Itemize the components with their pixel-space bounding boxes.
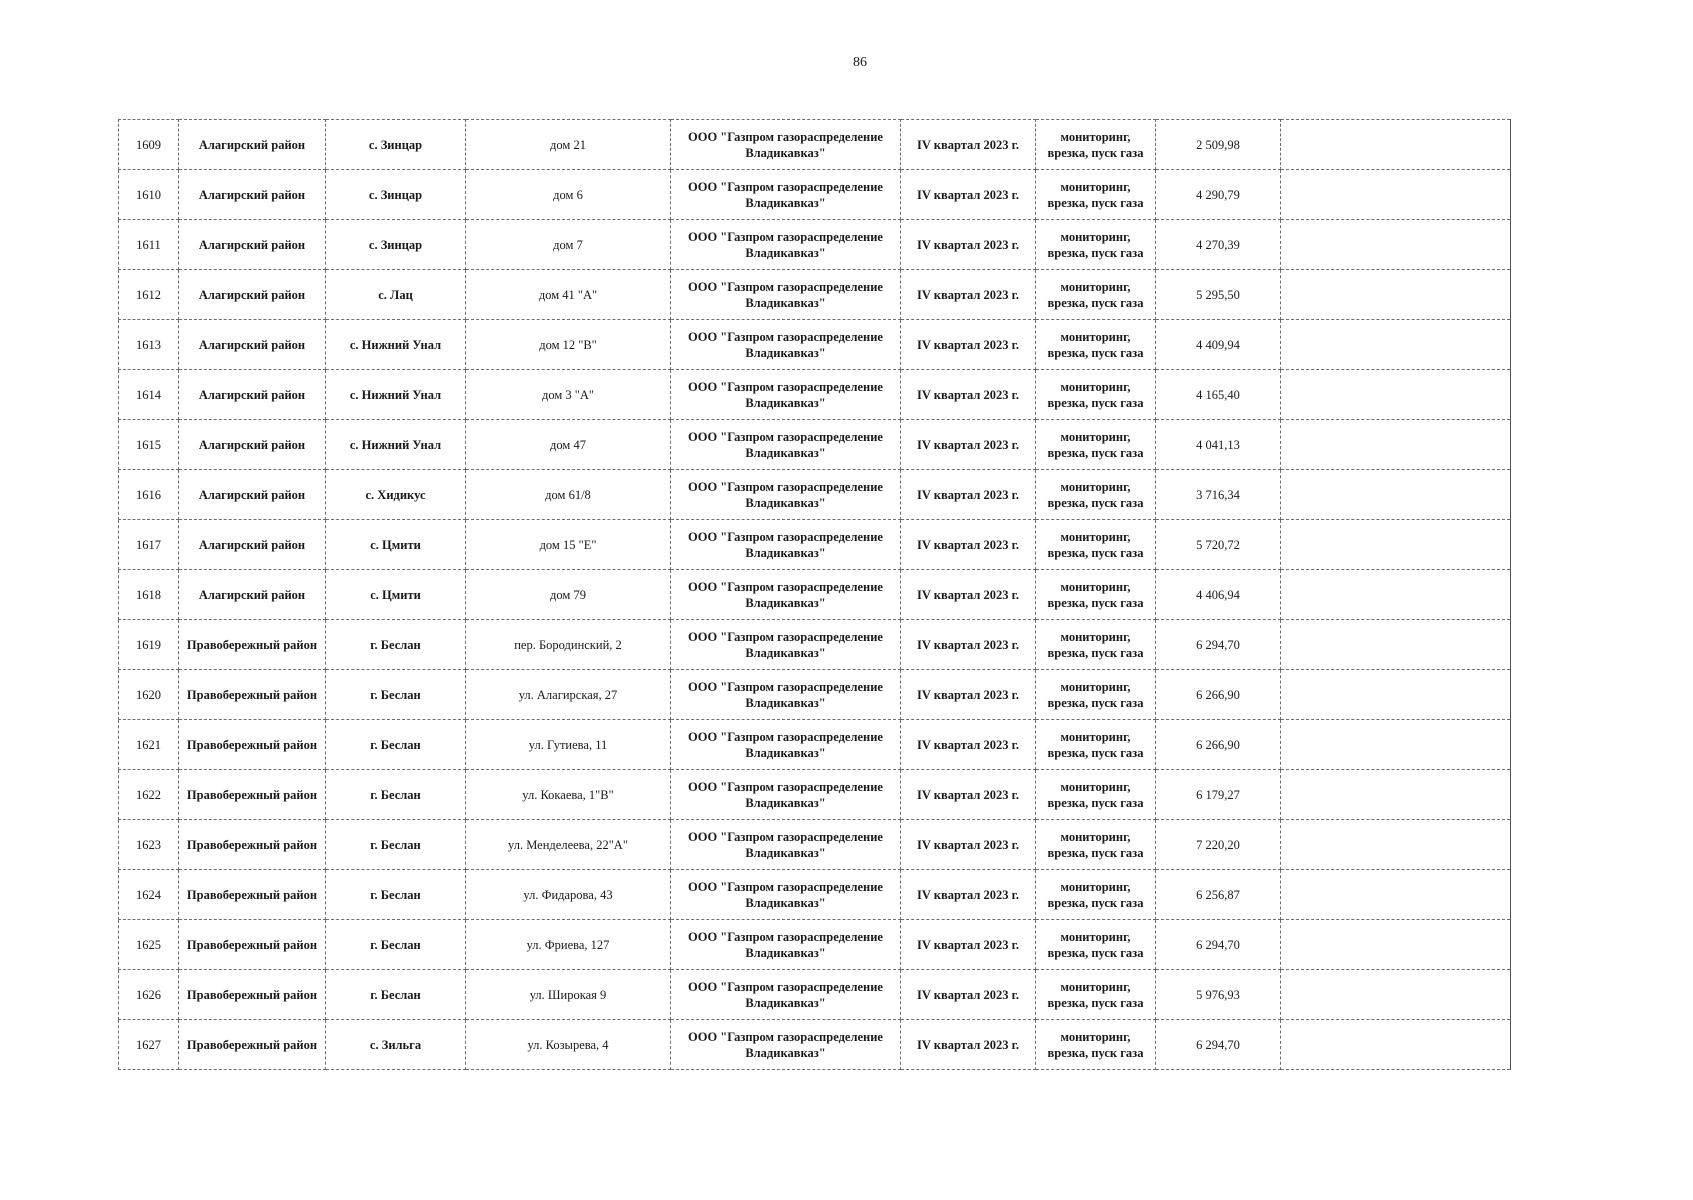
empty-cell (1281, 570, 1511, 620)
address-cell: дом 6 (466, 170, 671, 220)
settlement-cell: г. Беслан (326, 820, 466, 870)
district-cell: Алагирский район (179, 220, 326, 270)
work-type-cell: мониторинг, врезка, пуск газа (1036, 470, 1156, 520)
table-row (119, 920, 1511, 970)
settlement-cell: г. Беслан (326, 870, 466, 920)
work-type-cell: мониторинг, врезка, пуск газа (1036, 720, 1156, 770)
district-cell: Правобережный район (179, 770, 326, 820)
amount-cell: 6 266,90 (1156, 670, 1281, 720)
row-number: 1613 (119, 320, 179, 370)
row-number: 1611 (119, 220, 179, 270)
table-row (119, 970, 1511, 1020)
row-number: 1623 (119, 820, 179, 870)
district-cell: Алагирский район (179, 420, 326, 470)
settlement-cell: г. Беслан (326, 620, 466, 670)
organization-cell: ООО "Газпром газораспределение Владикавказ" (671, 520, 901, 570)
work-type-cell: мониторинг, врезка, пуск газа (1036, 120, 1156, 170)
district-cell: Алагирский район (179, 570, 326, 620)
period-cell: IV квартал 2023 г. (901, 970, 1036, 1020)
settlement-cell: с. Цмити (326, 520, 466, 570)
settlement-cell: с. Нижний Унал (326, 370, 466, 420)
address-cell: ул. Фриева, 127 (466, 920, 671, 970)
row-number: 1616 (119, 470, 179, 520)
address-cell: ул. Менделеева, 22"А" (466, 820, 671, 870)
district-cell: Правобережный район (179, 870, 326, 920)
settlement-cell: с. Нижний Унал (326, 320, 466, 370)
empty-cell (1281, 220, 1511, 270)
address-cell: дом 7 (466, 220, 671, 270)
table-row (119, 270, 1511, 320)
work-type-cell: мониторинг, врезка, пуск газа (1036, 620, 1156, 670)
amount-cell: 4 270,39 (1156, 220, 1281, 270)
period-cell: IV квартал 2023 г. (901, 870, 1036, 920)
empty-cell (1281, 270, 1511, 320)
organization-cell: ООО "Газпром газораспределение Владикавказ" (671, 1020, 901, 1070)
district-cell: Алагирский район (179, 520, 326, 570)
period-cell: IV квартал 2023 г. (901, 170, 1036, 220)
period-cell: IV квартал 2023 г. (901, 1020, 1036, 1070)
amount-cell: 5 720,72 (1156, 520, 1281, 570)
settlement-cell: с. Хидикус (326, 470, 466, 520)
organization-cell: ООО "Газпром газораспределение Владикавказ" (671, 320, 901, 370)
row-number: 1614 (119, 370, 179, 420)
organization-cell: ООО "Газпром газораспределение Владикавказ" (671, 670, 901, 720)
table-row (119, 120, 1511, 170)
amount-cell: 6 294,70 (1156, 920, 1281, 970)
empty-cell (1281, 920, 1511, 970)
empty-cell (1281, 320, 1511, 370)
address-cell: ул. Широкая 9 (466, 970, 671, 1020)
district-cell: Правобережный район (179, 670, 326, 720)
row-number: 1622 (119, 770, 179, 820)
period-cell: IV квартал 2023 г. (901, 420, 1036, 470)
table-row (119, 220, 1511, 270)
address-cell: дом 3 "А" (466, 370, 671, 420)
row-number: 1610 (119, 170, 179, 220)
empty-cell (1281, 620, 1511, 670)
address-cell: дом 47 (466, 420, 671, 470)
amount-cell: 5 295,50 (1156, 270, 1281, 320)
period-cell: IV квартал 2023 г. (901, 270, 1036, 320)
table-row (119, 670, 1511, 720)
address-cell: ул. Кокаева, 1"В" (466, 770, 671, 820)
work-type-cell: мониторинг, врезка, пуск газа (1036, 370, 1156, 420)
work-type-cell: мониторинг, врезка, пуск газа (1036, 520, 1156, 570)
settlement-cell: с. Зильга (326, 1020, 466, 1070)
organization-cell: ООО "Газпром газораспределение Владикавказ" (671, 470, 901, 520)
organization-cell: ООО "Газпром газораспределение Владикавказ" (671, 120, 901, 170)
table-row (119, 820, 1511, 870)
work-type-cell: мониторинг, врезка, пуск газа (1036, 1020, 1156, 1070)
district-cell: Алагирский район (179, 270, 326, 320)
amount-cell: 7 220,20 (1156, 820, 1281, 870)
settlement-cell: с. Зинцар (326, 220, 466, 270)
address-cell: дом 21 (466, 120, 671, 170)
organization-cell: ООО "Газпром газораспределение Владикавказ" (671, 970, 901, 1020)
empty-cell (1281, 720, 1511, 770)
amount-cell: 4 290,79 (1156, 170, 1281, 220)
amount-cell: 6 294,70 (1156, 1020, 1281, 1070)
empty-cell (1281, 170, 1511, 220)
table-row (119, 770, 1511, 820)
work-type-cell: мониторинг, врезка, пуск газа (1036, 770, 1156, 820)
district-cell: Правобережный район (179, 820, 326, 870)
empty-cell (1281, 870, 1511, 920)
organization-cell: ООО "Газпром газораспределение Владикавказ" (671, 870, 901, 920)
settlement-cell: с. Нижний Унал (326, 420, 466, 470)
organization-cell: ООО "Газпром газораспределение Владикавказ" (671, 370, 901, 420)
table-row (119, 1020, 1511, 1070)
registry-table (118, 119, 1511, 1070)
work-type-cell: мониторинг, врезка, пуск газа (1036, 170, 1156, 220)
row-number: 1620 (119, 670, 179, 720)
organization-cell: ООО "Газпром газораспределение Владикавказ" (671, 570, 901, 620)
address-cell: ул. Алагирская, 27 (466, 670, 671, 720)
amount-cell: 6 266,90 (1156, 720, 1281, 770)
organization-cell: ООО "Газпром газораспределение Владикавказ" (671, 220, 901, 270)
period-cell: IV квартал 2023 г. (901, 320, 1036, 370)
amount-cell: 2 509,98 (1156, 120, 1281, 170)
table-row (119, 570, 1511, 620)
organization-cell: ООО "Газпром газораспределение Владикавказ" (671, 820, 901, 870)
organization-cell: ООО "Газпром газораспределение Владикавказ" (671, 770, 901, 820)
work-type-cell: мониторинг, врезка, пуск газа (1036, 420, 1156, 470)
settlement-cell: г. Беслан (326, 720, 466, 770)
row-number: 1626 (119, 970, 179, 1020)
table-row (119, 520, 1511, 570)
district-cell: Алагирский район (179, 320, 326, 370)
amount-cell: 5 976,93 (1156, 970, 1281, 1020)
empty-cell (1281, 970, 1511, 1020)
amount-cell: 4 041,13 (1156, 420, 1281, 470)
organization-cell: ООО "Газпром газораспределение Владикавказ" (671, 920, 901, 970)
district-cell: Алагирский район (179, 470, 326, 520)
period-cell: IV квартал 2023 г. (901, 620, 1036, 670)
district-cell: Алагирский район (179, 170, 326, 220)
period-cell: IV квартал 2023 г. (901, 770, 1036, 820)
table-row (119, 620, 1511, 670)
period-cell: IV квартал 2023 г. (901, 520, 1036, 570)
settlement-cell: г. Беслан (326, 670, 466, 720)
row-number: 1617 (119, 520, 179, 570)
empty-cell (1281, 420, 1511, 470)
empty-cell (1281, 670, 1511, 720)
empty-cell (1281, 1020, 1511, 1070)
row-number: 1621 (119, 720, 179, 770)
district-cell: Правобережный район (179, 970, 326, 1020)
work-type-cell: мониторинг, врезка, пуск газа (1036, 270, 1156, 320)
settlement-cell: с. Цмити (326, 570, 466, 620)
row-number: 1618 (119, 570, 179, 620)
table-row (119, 720, 1511, 770)
settlement-cell: с. Зинцар (326, 120, 466, 170)
row-number: 1612 (119, 270, 179, 320)
address-cell: дом 12 "В" (466, 320, 671, 370)
work-type-cell: мониторинг, врезка, пуск газа (1036, 870, 1156, 920)
amount-cell: 6 294,70 (1156, 620, 1281, 670)
amount-cell: 6 179,27 (1156, 770, 1281, 820)
empty-cell (1281, 520, 1511, 570)
address-cell: ул. Фидарова, 43 (466, 870, 671, 920)
district-cell: Алагирский район (179, 120, 326, 170)
work-type-cell: мониторинг, врезка, пуск газа (1036, 970, 1156, 1020)
address-cell: дом 79 (466, 570, 671, 620)
organization-cell: ООО "Газпром газораспределение Владикавказ" (671, 720, 901, 770)
row-number: 1627 (119, 1020, 179, 1070)
district-cell: Правобережный район (179, 1020, 326, 1070)
amount-cell: 4 406,94 (1156, 570, 1281, 620)
period-cell: IV квартал 2023 г. (901, 220, 1036, 270)
table-row (119, 320, 1511, 370)
amount-cell: 4 409,94 (1156, 320, 1281, 370)
registry-body (119, 120, 1511, 1070)
address-cell: дом 41 "А" (466, 270, 671, 320)
settlement-cell: г. Беслан (326, 920, 466, 970)
row-number: 1624 (119, 870, 179, 920)
period-cell: IV квартал 2023 г. (901, 570, 1036, 620)
district-cell: Правобережный район (179, 720, 326, 770)
district-cell: Алагирский район (179, 370, 326, 420)
settlement-cell: г. Беслан (326, 770, 466, 820)
work-type-cell: мониторинг, врезка, пуск газа (1036, 820, 1156, 870)
organization-cell: ООО "Газпром газораспределение Владикавказ" (671, 170, 901, 220)
organization-cell: ООО "Газпром газораспределение Владикавказ" (671, 420, 901, 470)
row-number: 1615 (119, 420, 179, 470)
settlement-cell: с. Лац (326, 270, 466, 320)
work-type-cell: мониторинг, врезка, пуск газа (1036, 220, 1156, 270)
settlement-cell: г. Беслан (326, 970, 466, 1020)
amount-cell: 3 716,34 (1156, 470, 1281, 520)
address-cell: дом 15 "Е" (466, 520, 671, 570)
empty-cell (1281, 370, 1511, 420)
table-row (119, 420, 1511, 470)
address-cell: ул. Гутиева, 11 (466, 720, 671, 770)
address-cell: дом 61/8 (466, 470, 671, 520)
organization-cell: ООО "Газпром газораспределение Владикавказ" (671, 270, 901, 320)
table-row (119, 870, 1511, 920)
row-number: 1609 (119, 120, 179, 170)
work-type-cell: мониторинг, врезка, пуск газа (1036, 670, 1156, 720)
work-type-cell: мониторинг, врезка, пуск газа (1036, 570, 1156, 620)
address-cell: ул. Козырева, 4 (466, 1020, 671, 1070)
period-cell: IV квартал 2023 г. (901, 920, 1036, 970)
empty-cell (1281, 770, 1511, 820)
address-cell: пер. Бородинский, 2 (466, 620, 671, 670)
amount-cell: 4 165,40 (1156, 370, 1281, 420)
period-cell: IV квартал 2023 г. (901, 670, 1036, 720)
table-row (119, 470, 1511, 520)
settlement-cell: с. Зинцар (326, 170, 466, 220)
district-cell: Правобережный район (179, 620, 326, 670)
work-type-cell: мониторинг, врезка, пуск газа (1036, 320, 1156, 370)
row-number: 1619 (119, 620, 179, 670)
work-type-cell: мониторинг, врезка, пуск газа (1036, 920, 1156, 970)
empty-cell (1281, 820, 1511, 870)
row-number: 1625 (119, 920, 179, 970)
page-number: 86 (853, 55, 867, 70)
period-cell: IV квартал 2023 г. (901, 470, 1036, 520)
period-cell: IV квартал 2023 г. (901, 720, 1036, 770)
amount-cell: 6 256,87 (1156, 870, 1281, 920)
empty-cell (1281, 470, 1511, 520)
period-cell: IV квартал 2023 г. (901, 820, 1036, 870)
period-cell: IV квартал 2023 г. (901, 370, 1036, 420)
district-cell: Правобережный район (179, 920, 326, 970)
empty-cell (1281, 120, 1511, 170)
period-cell: IV квартал 2023 г. (901, 120, 1036, 170)
table-row (119, 370, 1511, 420)
organization-cell: ООО "Газпром газораспределение Владикавказ" (671, 620, 901, 670)
table-row (119, 170, 1511, 220)
